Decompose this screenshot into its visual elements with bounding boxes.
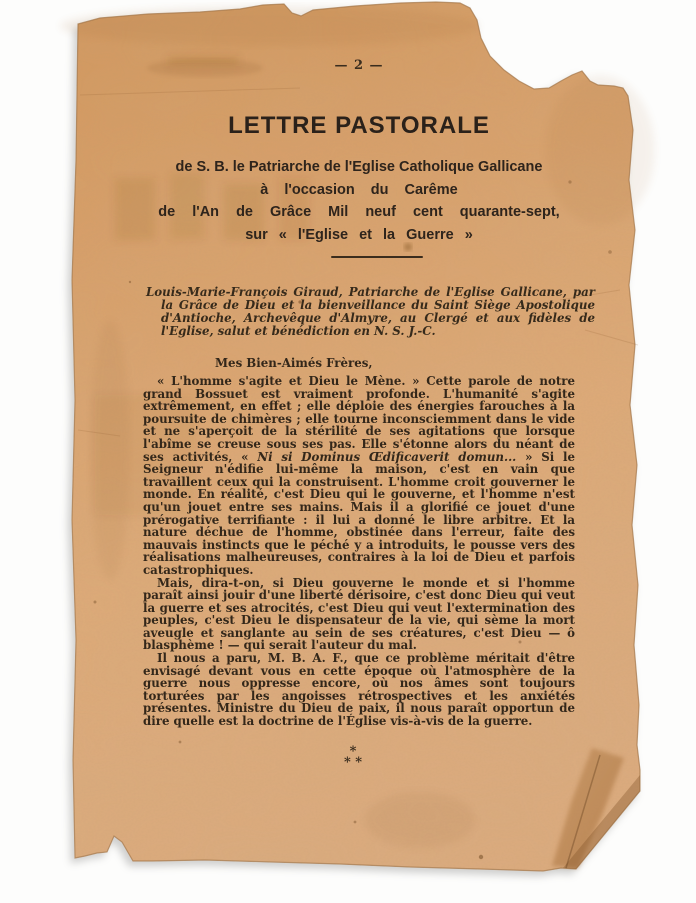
paragraph-1-start: « L'homme s'agite et Dieu le Mène. » Cette parole de notre grand Bossuet est vraiment profonde. L'humanité s'agite extrêmement, en effet ; elle déploie des énergies farouches à la poursuite de chimères ; elle tourne inconsciemment dans le vide et ne s'aperçoit de la stérilité de ses agitations que lorsque l'abîme se creuse sous ses pas. Elle s'étonne alors du néant de ses activités, « [143, 374, 575, 464]
paragraph-1 [143, 375, 575, 577]
letter-body [143, 375, 575, 728]
title-line-subject: sur « l'Eglise et la Guerre » [245, 227, 473, 243]
latin-quote: Ni si Dominus Œdificaverit domun... [257, 449, 517, 464]
letter-title: LETTRE PASTORALE [228, 112, 490, 139]
heading-divider [331, 256, 423, 258]
asterism-bottom: * * [343, 755, 363, 770]
title-line-patriarch: de S. B. le Patriarche de l'Eglise Catholique Gallicane [175, 159, 543, 175]
paragraph-2: Mais, dira-t-on, si Dieu gouverne le monde et si l'homme paraît ainsi jouir d'une liberté dérisoire, c'est donc Dieu qui veut la guerre et ses atrocités, c'est Dieu qui veut l'extermination des peuples, c'est Dieu le dispensateur de la vie, qui sème la mort aveugle et sanglante au sein de ses créatures, c'est Dieu — ô blasphème ! — qui serait l'auteur du mal. [143, 575, 575, 653]
paragraph-1-end: » Si le Seigneur n'édifie lui-même la maison, c'est en vain que travaillent ceux qui la construisent. L'homme croit gouverner le monde. En réalité, c'est Dieu qui le gouverne, et l'homme n'est qu'un jouet entre ses mains. Mais il a glorifié ce jouet d'une prérogative terrifiante : il lui a donné le libre arbitre. Et la nature déchue de l'homme, obstinée dans l'erreur, faite des mauvais instincts que le péché y a introduits, le pousse vers des réalisations malheureuses, contraires à la loi de Dieu et parfois catastrophiques. [143, 449, 575, 577]
title-line-year: de l'An de Grâce Mil neuf cent quarante-sept, [158, 204, 560, 220]
page-number: — 2 — [334, 58, 384, 73]
address-paragraph: Louis-Marie-François Giraud, Patriarche de l'Eglise Gallicane, par la Grâce de Dieu et la bienveillance du Saint Siège Apostolique d'Antioche, Archevêque d'Almyre, au Clergé et aux fidèles de l'Eglise, salut et bénédiction en N. S. J.-C. [146, 285, 595, 338]
paragraph-3: Il nous a paru, M. B. A. F., que ce problème méritait d'être envisagé devant vous en cette époque où l'atmosphère de la guerre nous oppresse encore, où nos âmes sont toujours torturées par les angoisses rétrospectives et les anxiétés présentes. Ministre du Dieu de paix, il nous paraît opportun de dire quelle est la doctrine de l'Église vis-à-vis de la guerre. [143, 651, 575, 729]
asterism-separator [143, 746, 563, 768]
title-line-occasion: à l'occasion du Carême [260, 182, 458, 198]
salutation: Mes Bien-Aimés Frères, [215, 356, 373, 370]
asterism-top: * [349, 744, 357, 759]
